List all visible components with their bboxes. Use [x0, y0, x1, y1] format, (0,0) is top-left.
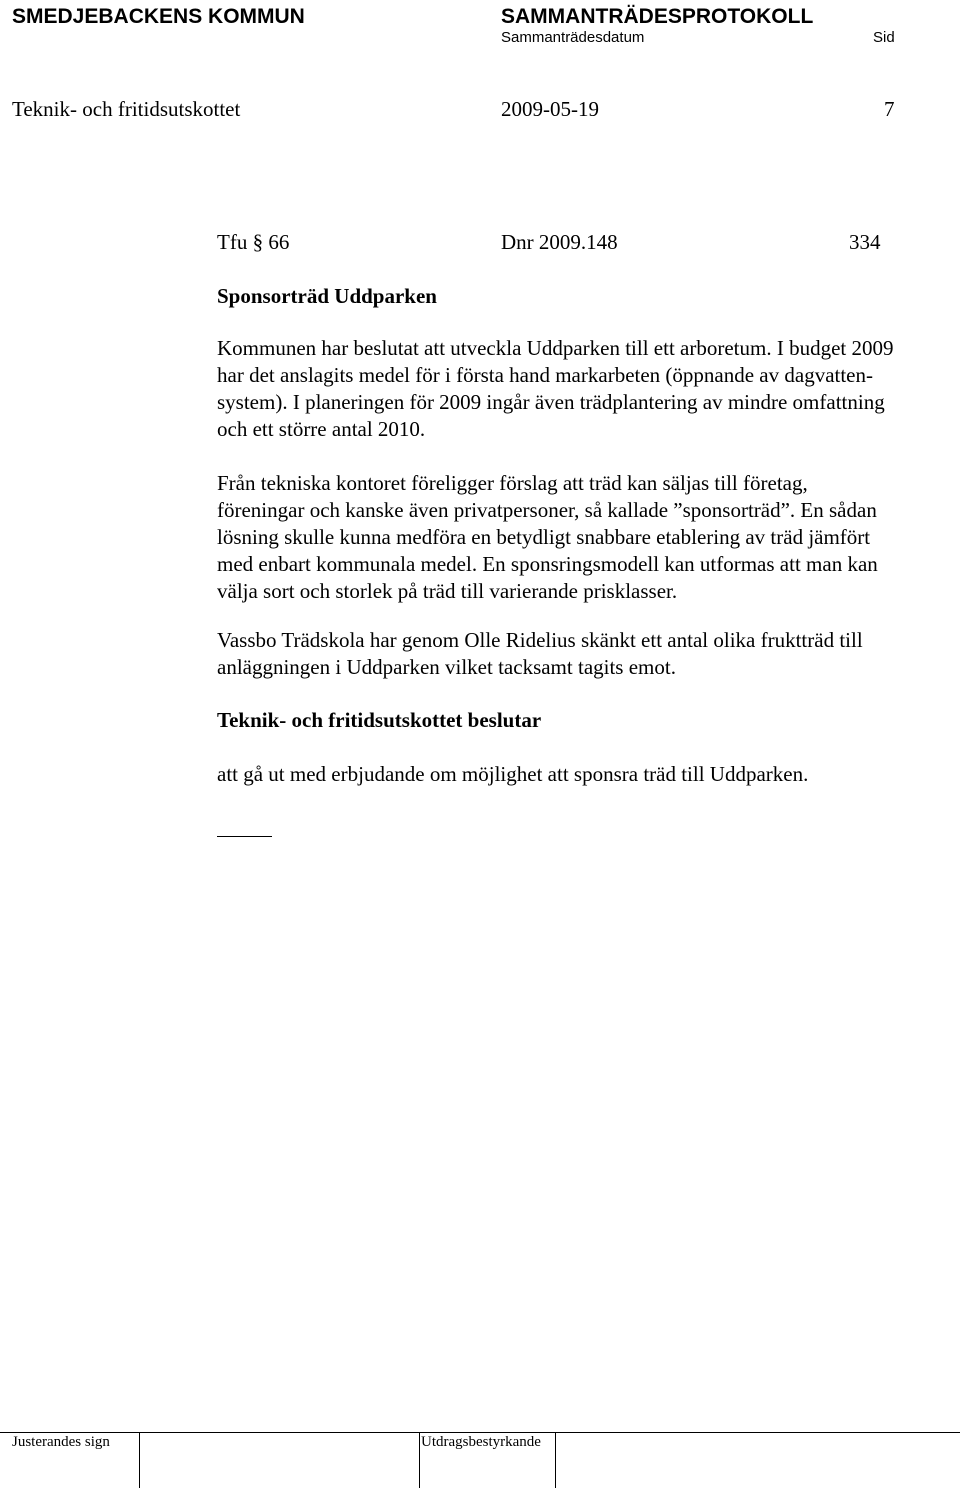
page-label: Sid	[873, 29, 895, 46]
footer-divider	[419, 1432, 420, 1488]
paragraph-number: 66	[268, 230, 290, 254]
text-line: system). I planeringen för 2009 ingår även trädplantering av mindre omfattning	[217, 390, 885, 414]
decision-heading: Teknik- och fritidsutskottet beslutar	[217, 708, 542, 732]
meeting-date-label: Sammanträdesdatum	[501, 29, 645, 46]
item-title: Sponsorträd Uddparken	[217, 284, 437, 308]
text-line: lösning skulle kunna medföra en betydligt snabbare etablering av träd jämfört	[217, 525, 871, 549]
paragraph-prefix: Tfu	[217, 230, 248, 254]
page-number: 7	[884, 97, 895, 121]
justerandes-sign-label: Justerandes sign	[12, 1434, 110, 1450]
text-line: har det anslagits medel för i första hand markarbeten (öppnande av dagvatten-	[217, 363, 873, 387]
meeting-date: 2009-05-19	[501, 97, 599, 121]
body-paragraph-1	[217, 335, 957, 443]
text-line: anläggningen i Uddparken vilket tacksamt tagits emot.	[217, 655, 676, 679]
decision-text	[217, 761, 957, 788]
diary-number: Dnr 2009.148	[501, 230, 618, 254]
text-line: Från tekniska kontoret föreligger förslag att träd kan säljas till företag,	[217, 471, 808, 495]
body-paragraph-2	[217, 470, 957, 605]
footer-divider	[555, 1432, 556, 1488]
paragraph-sign: §	[252, 230, 264, 254]
committee-name: Teknik- och fritidsutskottet	[12, 97, 241, 121]
end-rule	[217, 836, 272, 837]
text-line: att gå ut med erbjudande om möjlighet att sponsra träd till Uddparken.	[217, 762, 809, 786]
text-line: med enbart kommunala medel. En sponsringsmodell kan utformas att man kan	[217, 552, 878, 576]
reference-number: 334	[849, 230, 881, 254]
document-type: SAMMANTRÄDESPROTOKOLL	[501, 5, 814, 28]
footer-divider	[139, 1432, 140, 1488]
text-line: föreningar och kanske även privatpersoner, så kallade ”sponsorträd”. En sådan	[217, 498, 877, 522]
utdragsbestyrkande-label: Utdragsbestyrkande	[421, 1434, 541, 1450]
text-line: Kommunen har beslutat att utveckla Uddparken till ett arboretum. I budget 2009	[217, 336, 894, 360]
organization-name: SMEDJEBACKENS KOMMUN	[12, 5, 305, 28]
text-line: och ett större antal 2010.	[217, 417, 426, 441]
body-paragraph-3	[217, 627, 957, 681]
footer-rule	[0, 1432, 960, 1433]
text-line: Vassbo Trädskola har genom Olle Ridelius skänkt ett antal olika fruktträd till	[217, 628, 863, 652]
text-line: välja sort och storlek på träd till varierande prisklasser.	[217, 579, 678, 603]
paragraph-reference	[217, 230, 289, 255]
